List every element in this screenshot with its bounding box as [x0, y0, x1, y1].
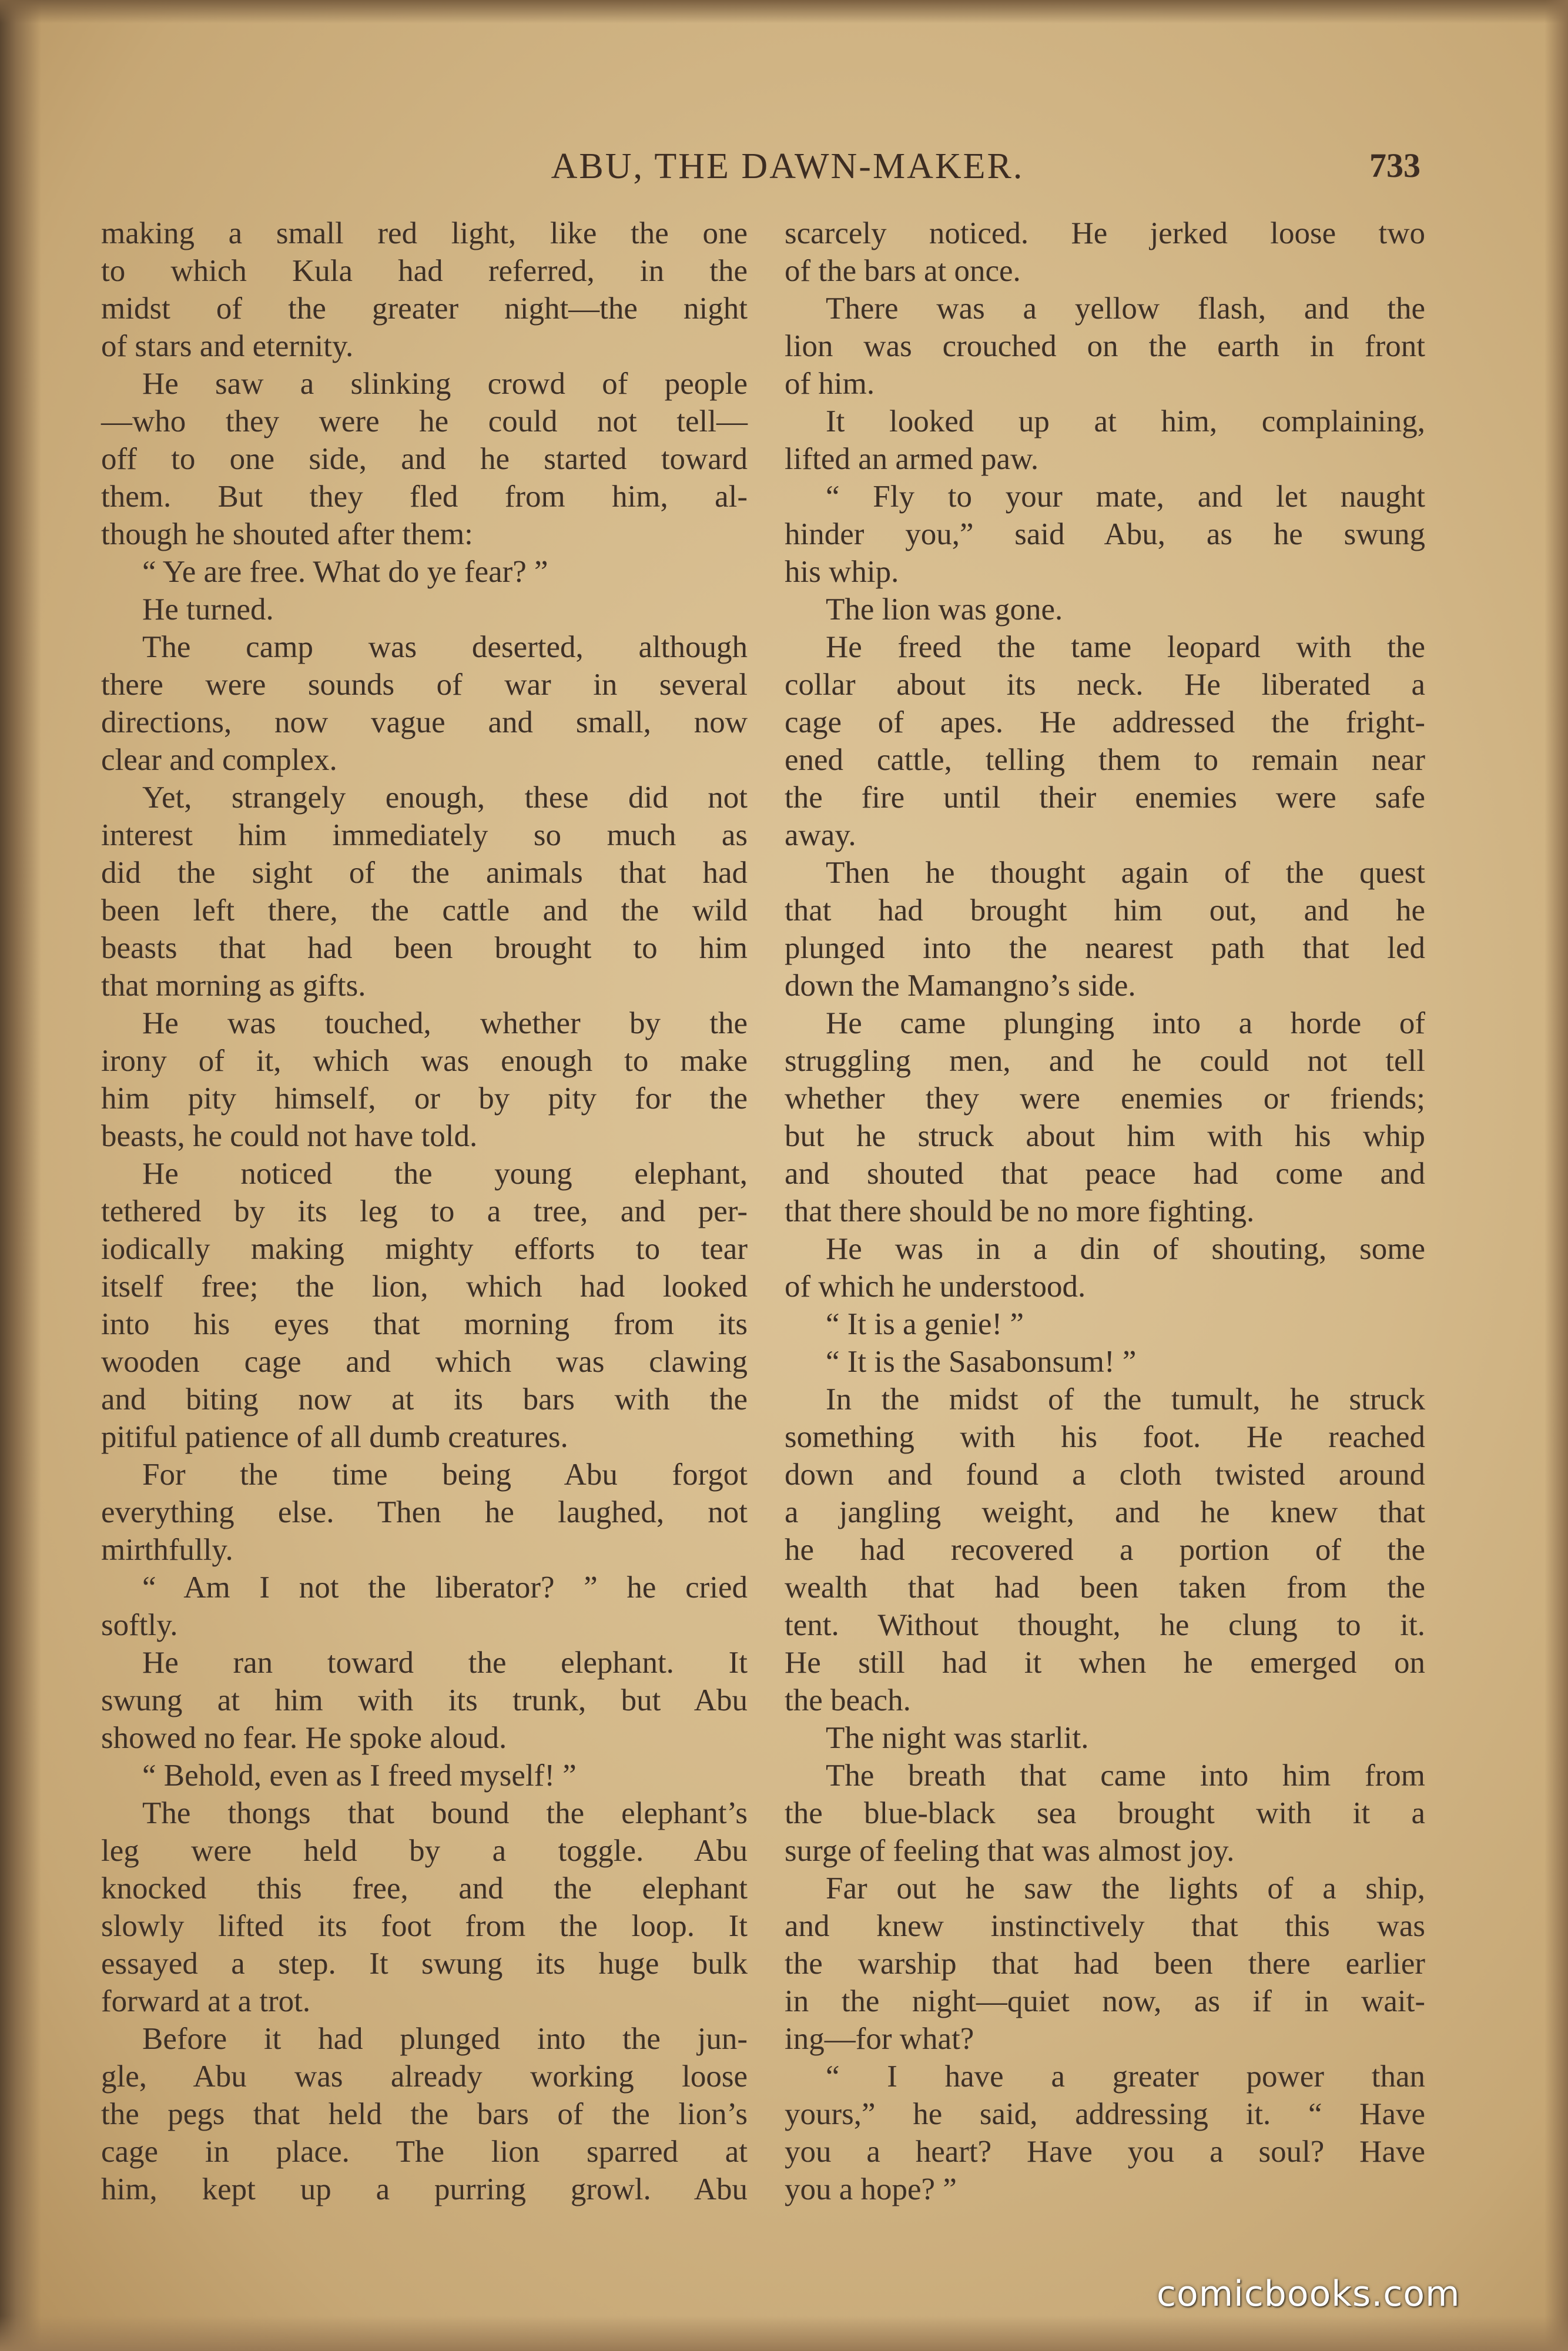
page-bottom-edge: [0, 2316, 1568, 2351]
text-line: been left there, the cattle and the wild: [101, 893, 748, 927]
text-line: pitiful patience of all dumb creatures.: [101, 1420, 568, 1454]
text-line: leg were held by a toggle. Abu: [101, 1834, 748, 1868]
text-line: The camp was deserted, although: [142, 630, 748, 664]
page-right-edge: [1544, 0, 1568, 2351]
text-line: knocked this free, and the elephant: [101, 1871, 748, 1905]
text-line: that had brought him out, and he: [785, 893, 1425, 927]
text-line: In the midst of the tumult, he struck: [826, 1382, 1425, 1416]
text-line: that morning as gifts.: [101, 969, 366, 1003]
text-line: the warship that had been there earlier: [785, 1947, 1425, 1981]
text-line: of him.: [785, 367, 875, 401]
text-line: though he shouted after them:: [101, 517, 473, 551]
text-line: and biting now at its bars with the: [101, 1382, 748, 1416]
text-line: “ I have a greater power than: [826, 2059, 1425, 2094]
text-line: the blue-black sea brought with it a: [785, 1796, 1425, 1830]
text-line: ing—for what?: [785, 2022, 974, 2056]
text-line: He came plunging into a horde of: [826, 1006, 1425, 1040]
text-line: He still had it when he emerged on: [785, 1646, 1425, 1680]
text-line: them. But they fled from him, al-: [101, 480, 748, 514]
text-line: irony of it, which was enough to make: [101, 1044, 748, 1078]
text-line: gle, Abu was already working loose: [101, 2059, 748, 2094]
text-line: the beach.: [785, 1683, 911, 1717]
text-line: the fire until their enemies were safe: [785, 781, 1425, 815]
text-line: “ It is the Sasabonsum! ”: [826, 1345, 1137, 1379]
text-line: him pity himself, or by pity for the: [101, 1081, 748, 1116]
text-line: lifted an armed paw.: [785, 442, 1039, 476]
text-line: “ Behold, even as I freed myself! ”: [142, 1759, 577, 1793]
text-line: did the sight of the animals that had: [101, 856, 748, 890]
text-line: He ran toward the elephant. It: [142, 1646, 748, 1680]
text-line: everything else. Then he laughed, not: [101, 1495, 748, 1529]
text-line: of stars and eternity.: [101, 329, 354, 363]
running-header-title: ABU, THE DAWN-MAKER.: [551, 146, 1024, 186]
text-line: itself free; the lion, which had looked: [101, 1270, 748, 1304]
text-line: away.: [785, 818, 856, 852]
text-line: wealth that had been taken from the: [785, 1570, 1425, 1605]
text-line: He turned.: [142, 592, 274, 627]
text-line: whether they were enemies or friends;: [785, 1081, 1425, 1116]
text-line: Then he thought again of the quest: [826, 856, 1425, 890]
text-line: The breath that came into him from: [826, 1759, 1425, 1793]
page-top-edge: [0, 0, 1568, 24]
text-line: For the time being Abu forgot: [142, 1458, 748, 1492]
text-line: tent. Without thought, he clung to it.: [785, 1608, 1425, 1642]
text-line: “ Am I not the liberator? ” he cried: [142, 1570, 748, 1605]
text-line: The thongs that bound the elephant’s: [142, 1796, 748, 1830]
text-line: Far out he saw the lights of a ship,: [826, 1871, 1425, 1905]
text-line: midst of the greater night—the night: [101, 292, 748, 326]
text-line: Before it had plunged into the jun-: [142, 2022, 748, 2056]
text-line: beasts that had been brought to him: [101, 931, 748, 965]
text-line: of which he understood.: [785, 1270, 1086, 1304]
text-line: He was in a din of shouting, some: [826, 1232, 1425, 1266]
text-line: that there should be no more fighting.: [785, 1194, 1255, 1228]
text-line: plunged into the nearest path that led: [785, 931, 1425, 965]
text-line: the pegs that held the bars of the lion’s: [101, 2097, 748, 2131]
text-line: ened cattle, telling them to remain near: [785, 743, 1425, 777]
text-line: “ Ye are free. What do ye fear? ”: [142, 555, 548, 589]
text-line: but he struck about him with his whip: [785, 1119, 1425, 1153]
text-line: his whip.: [785, 555, 899, 589]
text-line: yours,” he said, addressing it. “ Have: [785, 2097, 1425, 2131]
watermark: comicbooks.com: [1157, 2273, 1460, 2315]
text-line: into his eyes that morning from its: [101, 1307, 748, 1341]
text-line: clear and complex.: [101, 743, 337, 777]
text-line: The night was starlit.: [826, 1721, 1089, 1755]
text-line: him, kept up a purring growl. Abu: [101, 2172, 748, 2206]
text-line: there were sounds of war in several: [101, 668, 748, 702]
binding-gutter-shadow: [0, 0, 41, 2351]
text-line: slowly lifted its foot from the loop. It: [101, 1909, 748, 1943]
text-line: cage in place. The lion sparred at: [101, 2135, 748, 2169]
text-line: He was touched, whether by the: [142, 1006, 748, 1040]
text-line: he had recovered a portion of the: [785, 1533, 1425, 1567]
text-line: showed no fear. He spoke aloud.: [101, 1721, 507, 1755]
text-line: making a small red light, like the one: [101, 216, 748, 250]
text-line: swung at him with its trunk, but Abu: [101, 1683, 748, 1717]
text-line: iodically making mighty efforts to tear: [101, 1232, 748, 1266]
text-line: He saw a slinking crowd of people: [142, 367, 748, 401]
text-line: tethered by its leg to a tree, and per-: [101, 1194, 748, 1228]
text-line: mirthfully.: [101, 1533, 233, 1567]
text-line: Yet, strangely enough, these did not: [142, 781, 748, 815]
text-line: to which Kula had referred, in the: [101, 254, 748, 288]
text-line: you a hope? ”: [785, 2172, 957, 2206]
text-line: hinder you,” said Abu, as he swung: [785, 517, 1425, 551]
text-line: off to one side, and he started toward: [101, 442, 748, 476]
right-text-column: [785, 215, 1425, 2208]
text-line: directions, now vague and small, now: [101, 705, 748, 739]
text-line: beasts, he could not have told.: [101, 1119, 478, 1153]
text-line: surge of feeling that was almost joy.: [785, 1834, 1235, 1868]
text-line: of the bars at once.: [785, 254, 1021, 288]
page-number: 733: [1369, 146, 1420, 185]
text-line: a jangling weight, and he knew that: [785, 1495, 1425, 1529]
text-line: struggling men, and he could not tell: [785, 1044, 1425, 1078]
text-line: wooden cage and which was clawing: [101, 1345, 748, 1379]
text-line: collar about its neck. He liberated a: [785, 668, 1425, 702]
text-line: and knew instinctively that this was: [785, 1909, 1425, 1943]
text-line: lion was crouched on the earth in front: [785, 329, 1425, 363]
left-text-column: [101, 215, 748, 2208]
text-line: softly.: [101, 1608, 178, 1642]
text-line: and shouted that peace had come and: [785, 1157, 1425, 1191]
text-line: down and found a cloth twisted around: [785, 1458, 1425, 1492]
text-line: He noticed the young elephant,: [142, 1157, 748, 1191]
text-line: you a heart? Have you a soul? Have: [785, 2135, 1425, 2169]
text-line: something with his foot. He reached: [785, 1420, 1425, 1454]
text-line: The lion was gone.: [826, 592, 1063, 627]
text-line: forward at a trot.: [101, 1984, 311, 2018]
text-line: “ It is a genie! ”: [826, 1307, 1024, 1341]
text-line: —who they were he could not tell—: [101, 404, 748, 438]
text-line: It looked up at him, complaining,: [826, 404, 1425, 438]
text-line: “ Fly to your mate, and let naught: [826, 480, 1425, 514]
text-line: scarcely noticed. He jerked loose two: [785, 216, 1425, 250]
text-line: interest him immediately so much as: [101, 818, 748, 852]
text-line: down the Mamangno’s side.: [785, 969, 1136, 1003]
text-line: in the night—quiet now, as if in wait-: [785, 1984, 1425, 2018]
text-line: essayed a step. It swung its huge bulk: [101, 1947, 748, 1981]
text-line: cage of apes. He addressed the fright-: [785, 705, 1425, 739]
text-line: There was a yellow flash, and the: [826, 292, 1425, 326]
text-line: He freed the tame leopard with the: [826, 630, 1425, 664]
